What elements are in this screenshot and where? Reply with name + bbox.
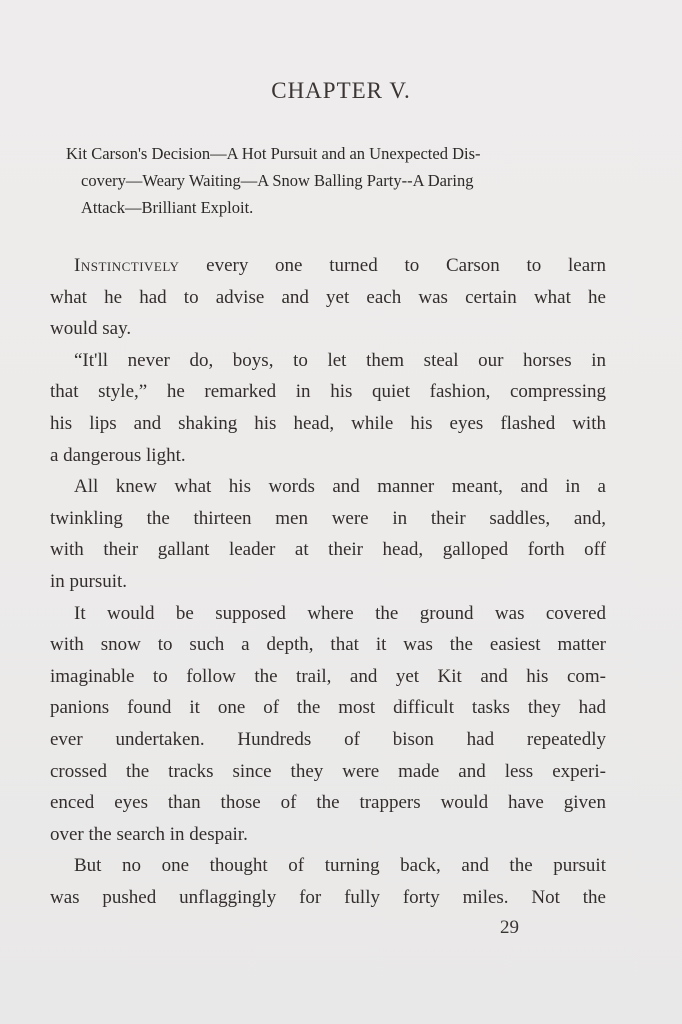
text-line: imaginable to follow the trail, and yet Kit and his com- <box>50 665 606 687</box>
text-line: was pushed unflaggingly for fully forty miles. Not the <box>50 886 606 908</box>
text-line: crossed the tracks since they were made and less experi- <box>50 760 606 782</box>
text-line: enced eyes than those of the trappers would have given <box>50 792 606 814</box>
text-line: panions found it one of the most difficult tasks they had <box>50 697 606 719</box>
page-number: 29 <box>500 917 519 938</box>
text-line: in pursuit. <box>50 570 128 592</box>
lead-word: Instinctively <box>74 255 180 276</box>
text-line: twinkling the thirteen men were in their saddles, and, <box>50 507 606 529</box>
text-line: what he had to advise and yet each was certain what he <box>50 286 606 308</box>
text-line: that style,” he remarked in his quiet fashion, compressing <box>50 381 606 403</box>
text-line: over the search in despair. <box>50 823 248 845</box>
body-text <box>50 250 606 913</box>
text-line: It would be supposed where the ground was covered <box>74 602 606 624</box>
chapter-heading: CHAPTER V. <box>271 78 411 103</box>
summary-line: Attack—Brilliant Exploit. <box>81 198 254 217</box>
text-line-rest: every one turned to Carson to learn <box>179 255 606 276</box>
chapter-summary <box>66 140 611 221</box>
text-line <box>50 250 606 282</box>
text-line: ever undertaken. Hundreds of bison had repeatedly <box>50 728 606 750</box>
text-line: would say. <box>50 318 132 340</box>
text-line: a dangerous light. <box>50 444 186 466</box>
text-line: with snow to such a depth, that it was the easiest matter <box>50 634 606 656</box>
summary-line: Kit Carson's Decision—A Hot Pursuit and an Unexpected Dis- <box>66 144 481 163</box>
text-line: All knew what his words and manner meant, and in a <box>74 476 606 498</box>
text-line: with their gallant leader at their head, galloped forth off <box>50 539 606 561</box>
text-line: But no one thought of turning back, and the pursuit <box>74 855 606 877</box>
text-line: “It'll never do, boys, to let them steal our horses in <box>74 349 606 371</box>
summary-line: covery—Weary Waiting—A Snow Balling Party--A Daring <box>81 171 474 190</box>
text-line: his lips and shaking his head, while his eyes flashed with <box>50 412 606 434</box>
